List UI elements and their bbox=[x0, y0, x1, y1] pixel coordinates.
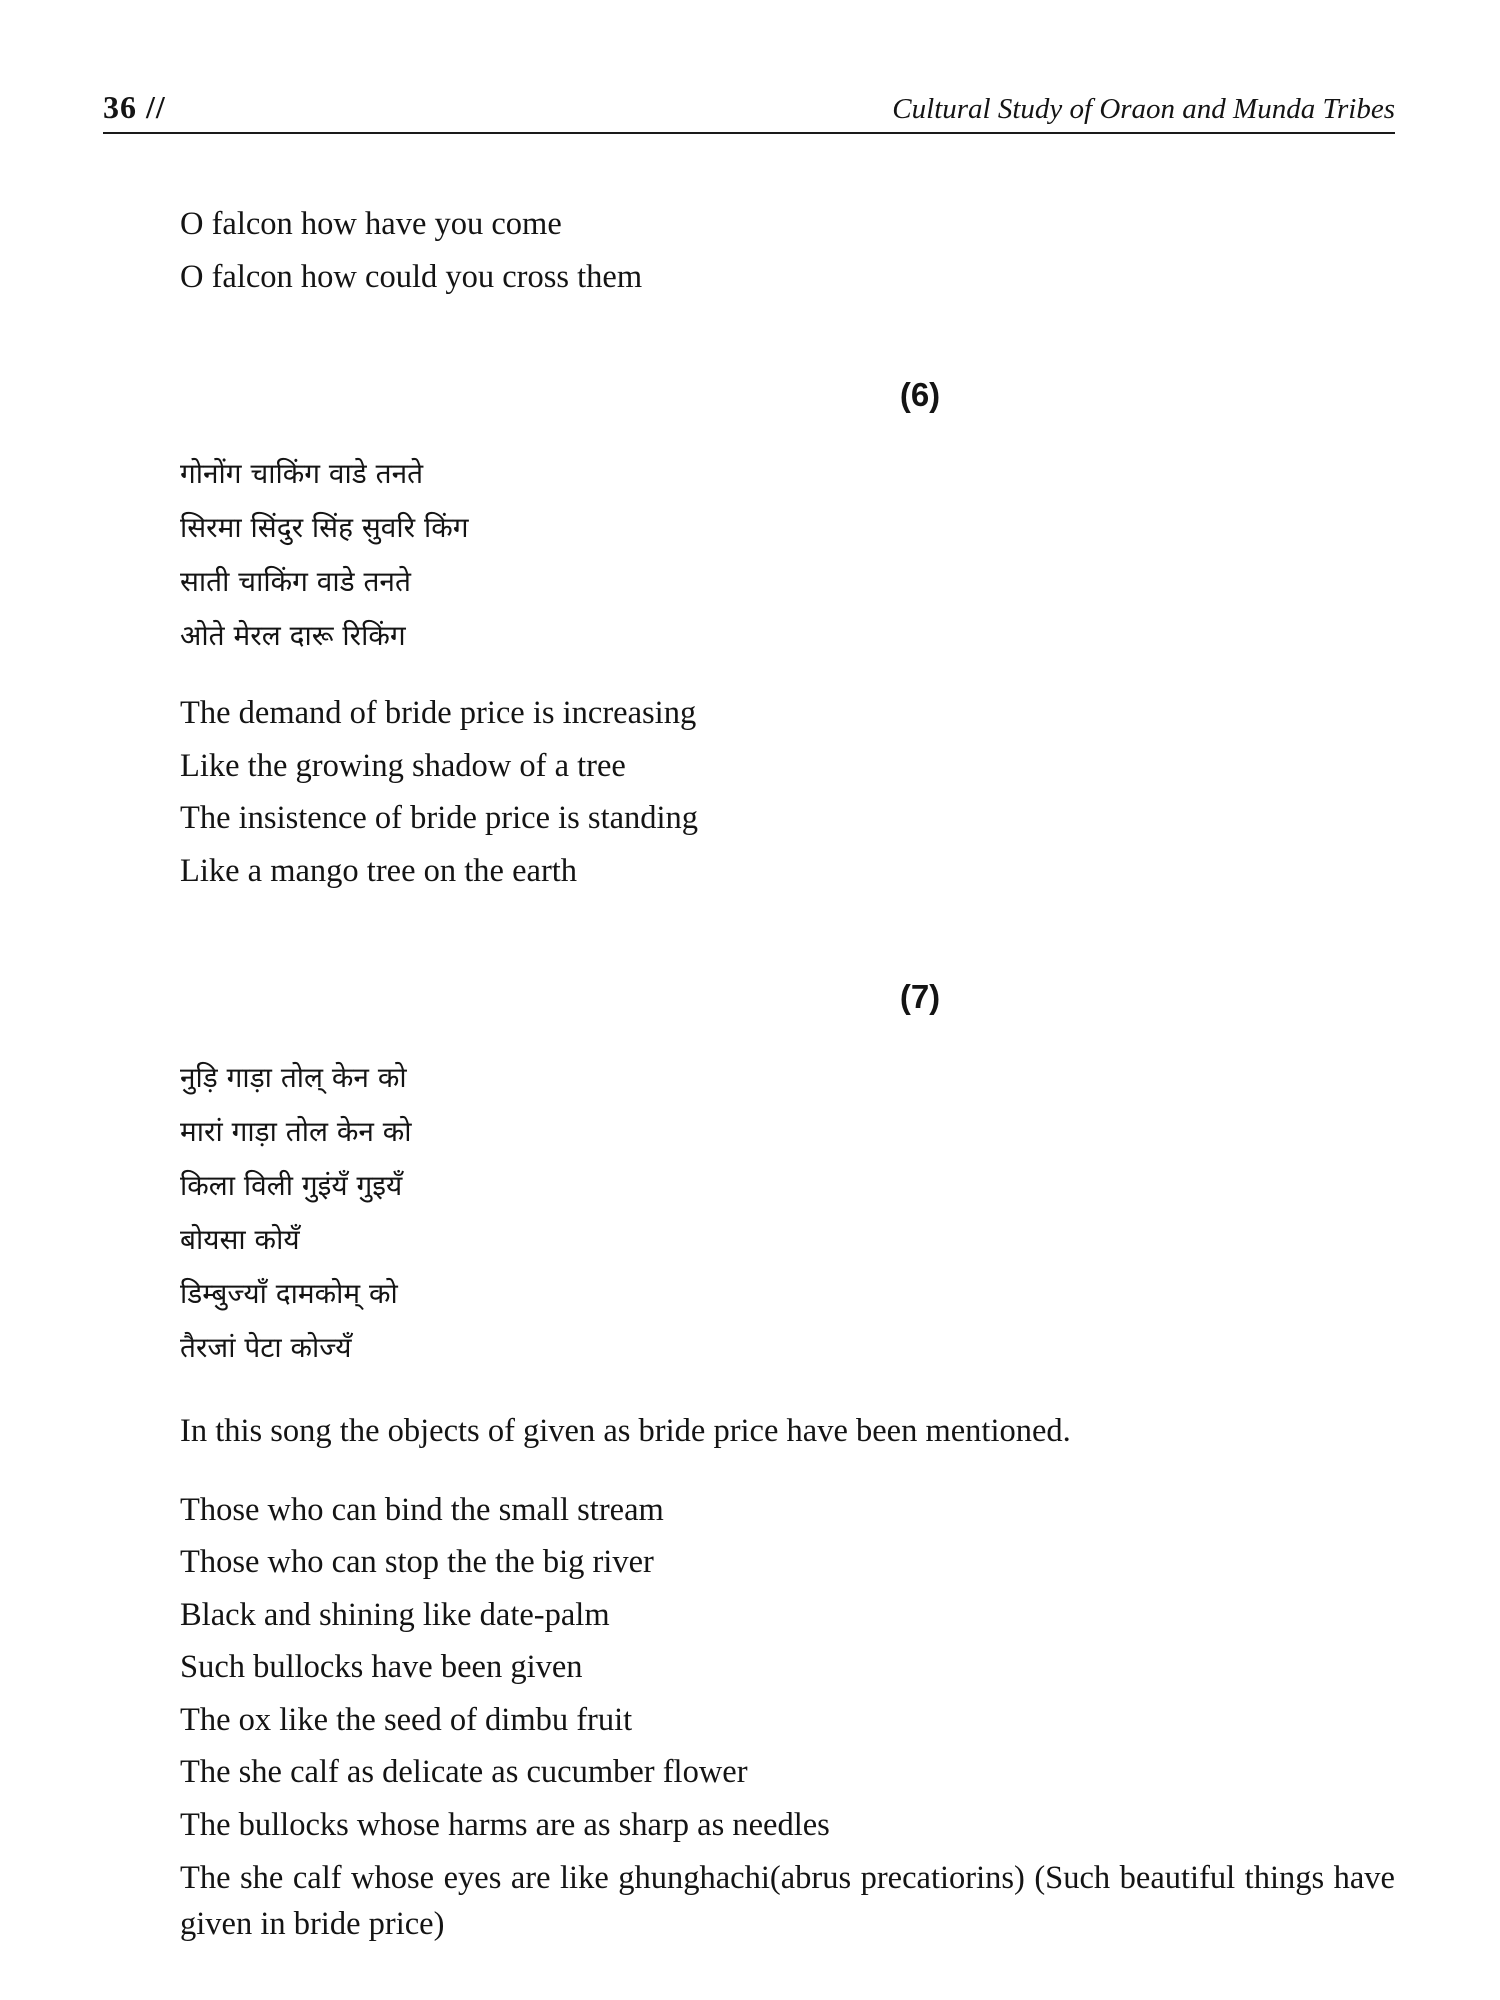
verse-line: गोनोंग चाकिंग वाडे तनते bbox=[180, 457, 424, 490]
verse-line: The bullocks whose harms are as sharp as needles bbox=[180, 1806, 830, 1843]
running-header bbox=[103, 86, 1395, 134]
verse-line: तैरजां पेटा कोज्यँ bbox=[180, 1331, 352, 1364]
verse-line: ओते मेरल दारू रिकिंग bbox=[180, 619, 406, 652]
verse-line: O falcon how could you cross them bbox=[180, 258, 643, 295]
intro-stanza bbox=[180, 198, 1395, 303]
song-note: In this song the objects of given as bride price have been mentioned. bbox=[180, 1413, 1071, 1449]
verse-line: नुड़ि गाड़ा तोल् केन को bbox=[180, 1061, 407, 1094]
english-stanza-6 bbox=[180, 687, 1395, 897]
page-body bbox=[180, 198, 1395, 1947]
verse-line: The demand of bride price is increasing bbox=[180, 695, 697, 731]
verse-line: The insistence of bride price is standing bbox=[180, 800, 699, 836]
book-title: Cultural Study of Oraon and Munda Tribes bbox=[892, 93, 1395, 125]
verse-line: Like a mango tree on the earth bbox=[180, 852, 578, 889]
verse-line: The she calf as delicate as cucumber flower bbox=[180, 1754, 748, 1790]
verse-line: बोयसा कोयँ bbox=[180, 1223, 300, 1256]
verse-line: O falcon how have you come bbox=[180, 206, 562, 242]
section-heading-7: (7) bbox=[899, 978, 941, 1015]
verse-line: डिम्बुज्याँ दामकोम् को bbox=[180, 1277, 398, 1310]
verse-line: Like the growing shadow of a tree bbox=[180, 747, 626, 784]
verse-line: The ox like the seed of dimbu fruit bbox=[180, 1701, 633, 1738]
verse-line: Black and shining like date-palm bbox=[180, 1596, 610, 1633]
verse-line: Those who can bind the small stream bbox=[180, 1491, 664, 1528]
verse-line: साती चाकिंग वाडे तनते bbox=[180, 565, 411, 598]
verse-line: सिरमा सिंदुर सिंह सुवरि किंग bbox=[180, 511, 469, 544]
verse-line: किला विली गुइंयँ गुइयँ bbox=[180, 1169, 403, 1202]
page-number: 36 // bbox=[103, 89, 166, 125]
english-stanza-7 bbox=[180, 1484, 1395, 1852]
hindi-stanza-6 bbox=[180, 447, 1395, 663]
hindi-stanza-7 bbox=[180, 1051, 1395, 1375]
closing-paragraph: The she calf whose eyes are like ghunghachi(abrus precatiorins) (Such beautiful things have given in bride price) bbox=[180, 1860, 1395, 1942]
verse-line: Such bullocks have been given bbox=[180, 1649, 583, 1685]
verse-line: मारां गाड़ा तोल केन को bbox=[180, 1115, 412, 1148]
verse-line: Those who can stop the the big river bbox=[180, 1544, 654, 1580]
section-heading-6: (6) bbox=[899, 376, 941, 413]
